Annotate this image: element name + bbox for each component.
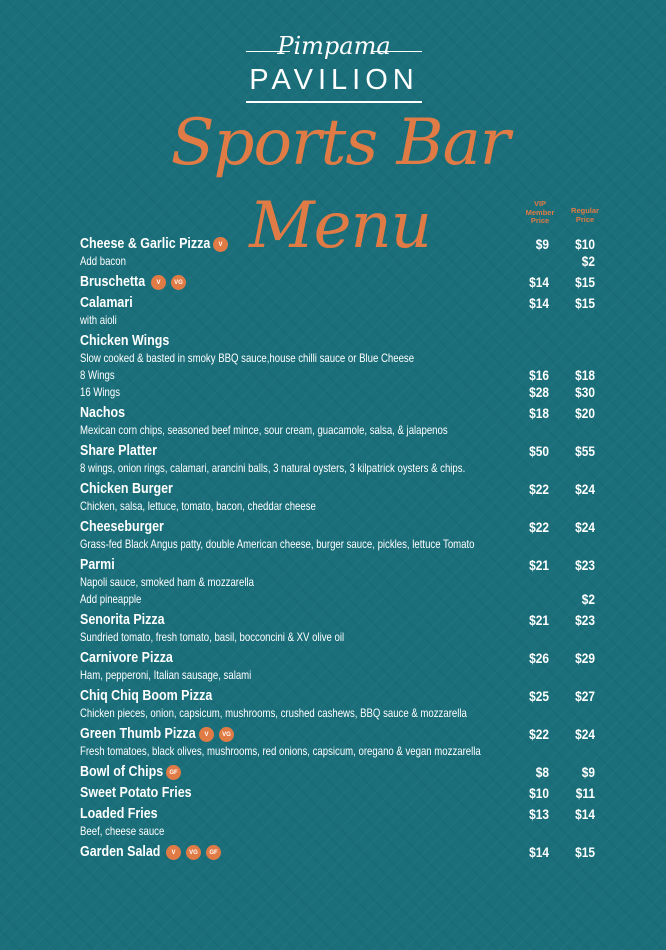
vip-price: $50 bbox=[529, 443, 549, 459]
vip-price: $8 bbox=[535, 764, 549, 780]
regular-price: $30 bbox=[575, 384, 595, 400]
item-description: with aioli bbox=[80, 313, 117, 327]
item-name: Chicken Burger bbox=[80, 481, 173, 497]
regular-price: $9 bbox=[581, 764, 595, 780]
item-description: 8 Wings bbox=[80, 368, 115, 382]
menu-item-row bbox=[80, 725, 600, 743]
item-description-row bbox=[80, 350, 600, 367]
regular-price: $2 bbox=[581, 253, 595, 269]
logo-main-text: PAVILION bbox=[249, 64, 419, 96]
dietary-vg-badge: VG bbox=[186, 845, 201, 860]
item-name: Garden Salad bbox=[80, 844, 161, 860]
item-name: Calamari bbox=[80, 295, 133, 311]
vip-price: $21 bbox=[529, 557, 549, 573]
vip-price: $9 bbox=[535, 236, 549, 252]
dietary-v-badge: V bbox=[151, 275, 166, 290]
item-name: Green Thumb Pizza bbox=[80, 726, 196, 742]
item-description: Ham, pepperoni, Italian sausage, salami bbox=[80, 668, 252, 682]
pimpama-pavilion-logo bbox=[245, 16, 423, 104]
menu-item bbox=[80, 442, 600, 477]
item-description: Add pineapple bbox=[80, 592, 142, 606]
dietary-badges bbox=[166, 845, 221, 860]
menu-item-row bbox=[80, 687, 600, 705]
regular-price: $2 bbox=[581, 591, 595, 607]
regular-price: $20 bbox=[575, 405, 595, 421]
item-description-row bbox=[80, 574, 600, 591]
vip-price: $14 bbox=[529, 844, 549, 860]
item-name: Loaded Fries bbox=[80, 806, 158, 822]
dietary-v-badge: V bbox=[166, 845, 181, 860]
menu-item-row bbox=[80, 404, 600, 422]
dietary-badges bbox=[166, 765, 181, 780]
item-description-row bbox=[80, 367, 600, 384]
item-description: Chicken, salsa, lettuce, tomato, bacon, cheddar cheese bbox=[80, 499, 316, 513]
vip-price: $21 bbox=[529, 612, 549, 628]
item-name: Chicken Wings bbox=[80, 333, 170, 349]
item-description-row bbox=[80, 498, 600, 515]
item-description-row bbox=[80, 705, 600, 722]
menu-item-row bbox=[80, 611, 600, 629]
item-description-row bbox=[80, 667, 600, 684]
item-description: Fresh tomatoes, black olives, mushrooms, red onions, capsicum, oregano & vegan mozzarella bbox=[80, 744, 481, 758]
item-description-row bbox=[80, 460, 600, 477]
regular-price: $24 bbox=[575, 519, 595, 535]
item-description-row bbox=[80, 312, 600, 329]
menu-item-row bbox=[80, 294, 600, 312]
item-description-row bbox=[80, 591, 600, 608]
menu-item bbox=[80, 480, 600, 515]
menu-item bbox=[80, 556, 600, 608]
item-name: Cheeseburger bbox=[80, 519, 164, 535]
dietary-badges bbox=[199, 727, 234, 742]
vip-price: $18 bbox=[529, 405, 549, 421]
regular-price: $14 bbox=[575, 806, 595, 822]
vip-price: $25 bbox=[529, 688, 549, 704]
item-name: Parmi bbox=[80, 557, 115, 573]
item-description: Sundried tomato, fresh tomato, basil, bocconcini & XV olive oil bbox=[80, 630, 345, 644]
logo-script-text: Pimpama bbox=[277, 32, 391, 60]
item-description: Slow cooked & basted in smoky BBQ sauce,house chilli sauce or Blue Cheese bbox=[80, 351, 415, 365]
menu-list bbox=[80, 235, 600, 861]
menu-item-row bbox=[80, 556, 600, 574]
regular-price: $10 bbox=[575, 236, 595, 252]
item-name: Bruschetta bbox=[80, 274, 146, 290]
regular-price: $24 bbox=[575, 726, 595, 742]
menu-item-row bbox=[80, 480, 600, 498]
menu-item bbox=[80, 784, 600, 802]
regular-price-header: Regular Price bbox=[571, 206, 599, 224]
menu-item-row bbox=[80, 235, 600, 253]
menu-item bbox=[80, 805, 600, 840]
item-name: Senorita Pizza bbox=[80, 612, 165, 628]
menu-item bbox=[80, 611, 600, 646]
item-description-row bbox=[80, 253, 600, 270]
menu-item bbox=[80, 725, 600, 760]
item-description: 16 Wings bbox=[80, 385, 121, 399]
menu-item-row bbox=[80, 763, 600, 781]
regular-price: $15 bbox=[575, 295, 595, 311]
vip-price: $13 bbox=[529, 806, 549, 822]
dietary-v-badge: V bbox=[213, 237, 228, 252]
menu-item-row bbox=[80, 649, 600, 667]
vip-price: $26 bbox=[529, 650, 549, 666]
regular-price: $15 bbox=[575, 274, 595, 290]
dietary-badges bbox=[213, 237, 228, 252]
regular-price: $11 bbox=[575, 785, 595, 801]
vip-price: $10 bbox=[529, 785, 549, 801]
item-name: Chiq Chiq Boom Pizza bbox=[80, 688, 213, 704]
menu-item-row bbox=[80, 805, 600, 823]
item-description: Chicken pieces, onion, capsicum, mushrooms, crushed cashews, BBQ sauce & mozzarella bbox=[80, 706, 467, 720]
menu-item-row bbox=[80, 784, 600, 802]
menu-item-row bbox=[80, 442, 600, 460]
item-description: Grass-fed Black Angus patty, double American cheese, burger sauce, pickles, lettuce Tomato bbox=[80, 537, 475, 551]
item-description-row bbox=[80, 629, 600, 646]
item-description: Napoli sauce, smoked ham & mozzarella bbox=[80, 575, 254, 589]
menu-item bbox=[80, 649, 600, 684]
menu-item bbox=[80, 273, 600, 291]
vip-price: $22 bbox=[529, 726, 549, 742]
vip-price: $14 bbox=[529, 295, 549, 311]
item-description-row bbox=[80, 743, 600, 760]
vip-price: $22 bbox=[529, 519, 549, 535]
item-name: Bowl of Chips bbox=[80, 764, 164, 780]
regular-price: $27 bbox=[575, 688, 595, 704]
menu-item bbox=[80, 518, 600, 553]
item-name: Carnivore Pizza bbox=[80, 650, 173, 666]
regular-price: $29 bbox=[575, 650, 595, 666]
menu-title: Sports Bar Menu bbox=[170, 106, 510, 264]
regular-price: $23 bbox=[575, 557, 595, 573]
vip-price: $28 bbox=[529, 384, 549, 400]
item-name: Sweet Potato Fries bbox=[80, 785, 192, 801]
menu-item bbox=[80, 332, 600, 401]
menu-item bbox=[80, 404, 600, 439]
item-description: Mexican corn chips, seasoned beef mince, sour cream, guacamole, salsa, & jalapenos bbox=[80, 423, 448, 437]
menu-item-row bbox=[80, 843, 600, 861]
item-description-row bbox=[80, 536, 600, 553]
item-name: Share Platter bbox=[80, 443, 157, 459]
vip-price: $14 bbox=[529, 274, 549, 290]
menu-item bbox=[80, 763, 600, 781]
menu-item bbox=[80, 235, 600, 270]
vip-price: $22 bbox=[529, 481, 549, 497]
regular-price: $18 bbox=[575, 367, 595, 383]
item-description-row bbox=[80, 422, 600, 439]
item-name: Nachos bbox=[80, 405, 126, 421]
item-description-row bbox=[80, 384, 600, 401]
dietary-vg-badge: VG bbox=[171, 275, 186, 290]
regular-price: $23 bbox=[575, 612, 595, 628]
dietary-badges bbox=[151, 275, 186, 290]
dietary-vg-badge: VG bbox=[219, 727, 234, 742]
regular-price: $55 bbox=[575, 443, 595, 459]
menu-item-row bbox=[80, 518, 600, 536]
item-description: Beef, cheese sauce bbox=[80, 824, 165, 838]
regular-price: $24 bbox=[575, 481, 595, 497]
dietary-gf-badge: GF bbox=[166, 765, 181, 780]
menu-item bbox=[80, 843, 600, 861]
menu-item bbox=[80, 294, 600, 329]
item-name: Cheese & Garlic Pizza bbox=[80, 236, 211, 252]
item-description-row bbox=[80, 823, 600, 840]
item-description: 8 wings, onion rings, calamari, arancini balls, 3 natural oysters, 3 kilpatrick oysters & chips. bbox=[80, 461, 466, 475]
vip-price: $16 bbox=[529, 367, 549, 383]
menu-item bbox=[80, 687, 600, 722]
menu-item-row bbox=[80, 273, 600, 291]
vip-price-header: VIP Member Price bbox=[525, 199, 555, 225]
menu-item-row bbox=[80, 332, 600, 350]
regular-price: $15 bbox=[575, 844, 595, 860]
dietary-gf-badge: GF bbox=[206, 845, 221, 860]
dietary-v-badge: V bbox=[199, 727, 214, 742]
item-description: Add bacon bbox=[80, 254, 126, 268]
